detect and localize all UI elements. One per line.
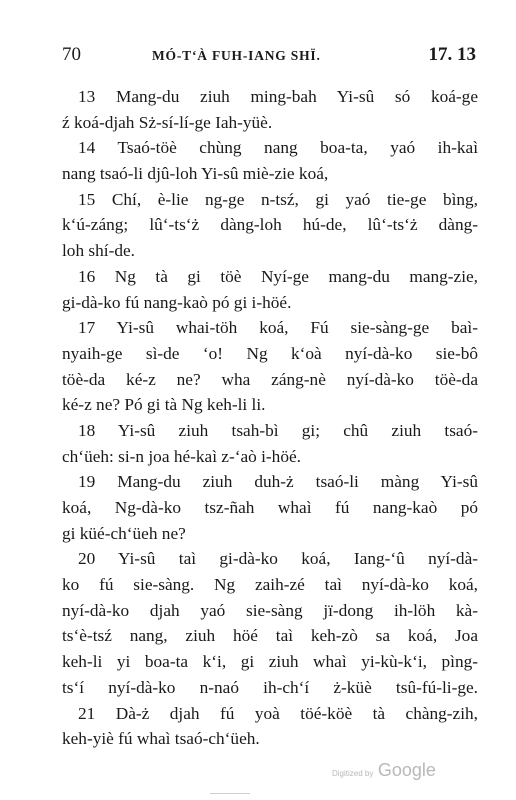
watermark-brand: Google <box>377 760 436 780</box>
text-line: ź koá-djah Sż-sí-lí-ge Iah-yüè. <box>62 112 273 132</box>
page-header <box>62 44 476 72</box>
text-line: 15 Chí, è-lie ng-ge n-tsź, gi yaó tie-ge bìng, <box>78 189 478 209</box>
text-line: gi küé-ch‘üeh ne? <box>62 523 186 543</box>
text-line: ts‘è-tsź nang, ziuh höé taì keh-zò sa koá, Joa <box>62 626 478 646</box>
text-line: 20 Yi-sû taì gi-dà-ko koá, Iang-‘û nyí-dà- <box>78 549 478 569</box>
text-line: 16 Ng tà gi töè Nyí-ge mang-du mang-zie, <box>78 266 478 286</box>
text-line: keh-li yi boa-ta k‘i, gi ziuh whaì yi-kù-k‘i, pìng- <box>62 652 478 672</box>
bottom-rule <box>210 793 250 794</box>
text-line: ké-z ne? Pó gi tà Ng keh-li li. <box>62 395 266 415</box>
digitized-by-google-watermark <box>332 760 436 781</box>
text-line: 19 Mang-du ziuh duh-ż tsaó-li màng Yi-sû <box>78 472 478 492</box>
chapter-verse-reference: 17. 13 <box>428 44 476 65</box>
text-line: koá, Ng-dà-ko tsz-ñah whaì fú nang-kaò pó <box>62 498 478 517</box>
text-line: ts‘í nyí-dà-ko n-naó ih-ch‘í ż-küè tsû-fú-li-ge. <box>62 677 478 697</box>
text-line: nyaih-ge sì-de ‘o! Ng k‘oà nyí-dà-ko sie-bô <box>62 343 478 363</box>
text-line: loh shí-de. <box>62 241 135 261</box>
text-line: 17 Yi-sû whai-töh koá, Fú sie-sàng-ge baì- <box>78 318 478 338</box>
text-line: keh-yiè fú whaì tsaó-ch‘üeh. <box>62 729 260 749</box>
text-line: 14 Tsaó-töè chùng nang boa-ta, yaó ih-kaì <box>78 138 478 158</box>
text-line: k‘ú-záng; lû‘-ts‘ż dàng-loh hú-de, lû‘-ts‘ż dàng- <box>62 215 478 235</box>
scripture-text-block <box>62 84 478 752</box>
text-line: nang tsaó-li djû-loh Yi-sû miè-zie koá, <box>62 164 329 184</box>
text-line: ko fú sie-sàng. Ng zaih-zé taì nyí-dà-ko koá, <box>62 575 478 595</box>
text-line: gi-dà-ko fú nang-kaò pó gi i-höé. <box>62 292 292 312</box>
text-line: 18 Yi-sû ziuh tsah-bì gi; chû ziuh tsaó- <box>78 420 478 440</box>
watermark-prefix: Digitized by <box>332 769 374 778</box>
text-line: 13 Mang-du ziuh ming-bah Yi-sû só koá-ge <box>78 87 478 106</box>
page-number: 70 <box>62 44 81 65</box>
text-line: 21 Dà-ż djah fú yoà töé-köè tà chàng-zih, <box>78 703 478 723</box>
text-line: töè-da ké-z ne? wha záng-nè nyí-dà-ko töè-da <box>62 369 478 389</box>
running-title: MÓ-T‘À FUH-IANG SHÏ. <box>152 48 321 63</box>
text-line: nyí-dà-ko djah yaó sie-sàng jï-dong ih-löh kà- <box>62 600 478 620</box>
text-line: ch‘üeh: si-n joa hé-kaì z-‘aò i-höé. <box>62 446 301 466</box>
